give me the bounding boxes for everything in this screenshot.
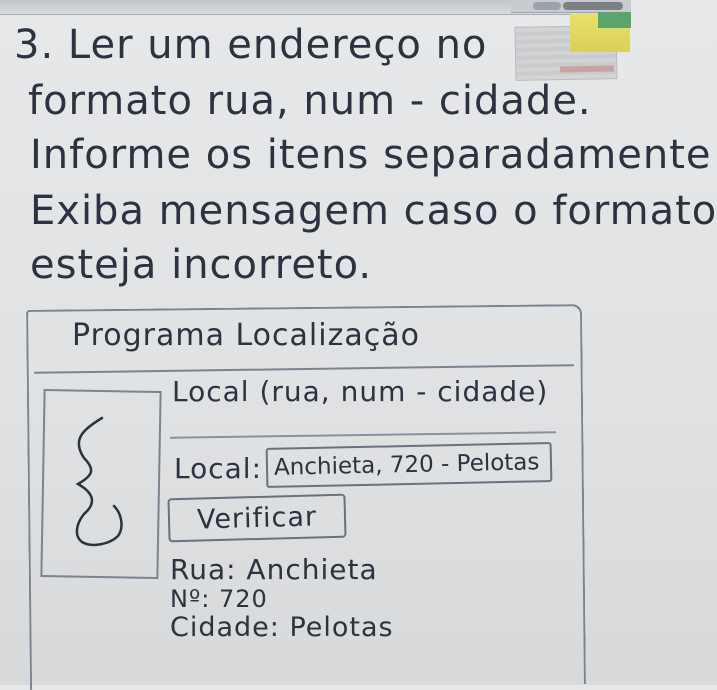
exercise-line-5: esteja incorreto. (30, 242, 373, 288)
local-input[interactable] (266, 442, 553, 488)
output-numero: Nº: 720 (170, 585, 268, 613)
marker (533, 2, 561, 10)
exercise-line-4: Exiba mensagem caso o formato (30, 188, 717, 234)
sticky-note-green (598, 12, 631, 28)
verify-button[interactable]: Verificar (167, 494, 346, 543)
marker (563, 2, 623, 10)
window-title: Programa Localização (72, 318, 420, 353)
exercise-line-3: Informe os itens separadamente (30, 132, 712, 178)
output-cidade: Cidade: Pelotas (170, 612, 394, 643)
local-field-label: Local: (174, 452, 263, 485)
header-label: Local (rua, num - cidade) (172, 375, 549, 408)
output-rua: Rua: Anchieta (170, 553, 378, 586)
location-icon (62, 410, 132, 550)
exercise-line-2: formato rua, num - cidade. (28, 78, 592, 124)
exercise-line-1: 3. Ler um endereço no (14, 22, 488, 68)
paper-strip (560, 66, 614, 73)
